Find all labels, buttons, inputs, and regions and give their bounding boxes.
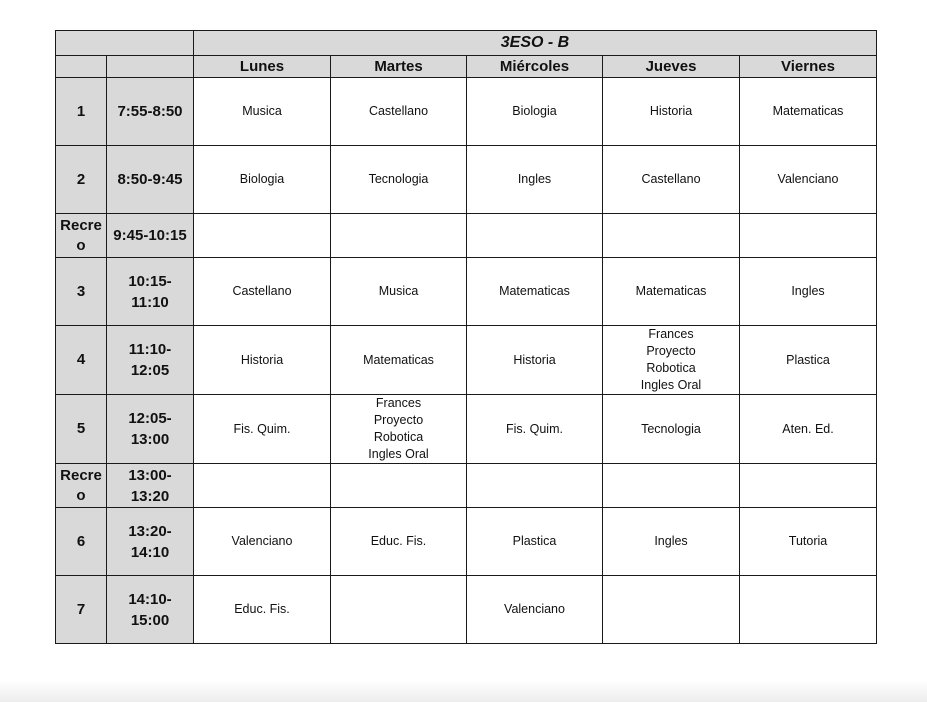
day-header: Jueves <box>603 56 740 78</box>
subject-cell <box>740 326 877 395</box>
subject-name: Fis. Quim. <box>233 421 291 436</box>
subject-name: Plastica <box>512 534 557 548</box>
subject-cell <box>740 78 877 146</box>
subject-cell <box>740 146 877 214</box>
period-label-line: 2 <box>76 170 86 188</box>
period-time-line: 12:05 <box>130 362 170 379</box>
subject-cell <box>331 464 467 508</box>
subject-cell <box>467 508 603 576</box>
period-time <box>107 576 194 644</box>
subject-name: Robotica <box>646 361 696 375</box>
subject-name: Ingles Oral <box>368 447 429 461</box>
days-header-row <box>56 56 877 78</box>
subject-cell <box>331 214 467 258</box>
subject-name: Musica <box>242 104 282 118</box>
corner-cell <box>56 31 194 56</box>
page-bottom-shadow <box>0 680 927 702</box>
subject-name: Valenciano <box>777 172 839 186</box>
subject-cell <box>603 395 740 464</box>
subject-name: Matematicas <box>772 104 844 118</box>
subject-cell <box>740 576 877 644</box>
subject-name: Matematicas <box>363 352 434 367</box>
subject-name: Musica <box>378 284 419 298</box>
subject-cell <box>467 146 603 214</box>
period-label-line: Recre <box>60 466 102 484</box>
subject-name: Robotica <box>373 430 424 444</box>
period-label <box>56 146 107 214</box>
period-row <box>56 146 877 214</box>
subject-cell <box>331 508 467 576</box>
subject-name: Fis. Quim. <box>506 421 563 436</box>
subject-cell <box>603 508 740 576</box>
subject-cell <box>603 146 740 214</box>
period-label <box>56 395 107 464</box>
subject-name: Frances <box>375 396 422 410</box>
period-label-line: 3 <box>76 282 86 300</box>
subject-name: Ingles <box>517 172 552 186</box>
subject-name: Tutoria <box>788 534 828 548</box>
subject-cell <box>467 576 603 644</box>
subject-cell <box>331 395 467 464</box>
subject-cell <box>740 214 877 258</box>
subject-cell <box>194 78 331 146</box>
period-time-line: 13:00- <box>128 466 172 484</box>
subject-cell <box>467 214 603 258</box>
subject-cell <box>603 464 740 508</box>
subject-name: Matematicas <box>499 284 570 298</box>
subject-name: Aten. Ed. <box>782 421 834 436</box>
period-time-line: 7:55-8:50 <box>117 103 183 120</box>
subject-cell <box>740 258 877 326</box>
period-time <box>107 214 194 258</box>
subject-cell <box>467 326 603 395</box>
subject-cell <box>603 576 740 644</box>
subject-cell <box>331 576 467 644</box>
subject-cell <box>603 78 740 146</box>
period-time-line: 8:50-9:45 <box>117 171 183 188</box>
subject-name: Castellano <box>641 172 701 186</box>
subject-cell <box>740 464 877 508</box>
subject-cell <box>194 576 331 644</box>
period-time-line: 14:10- <box>128 590 172 608</box>
period-label <box>56 576 107 644</box>
subject-name: Educ. Fis. <box>370 534 427 548</box>
subject-name: Ingles <box>654 534 688 548</box>
subject-name: Matematicas <box>635 284 707 298</box>
subject-cell <box>467 395 603 464</box>
subject-name: Historia <box>649 104 693 118</box>
subject-cell <box>740 395 877 464</box>
subject-name: Valenciano <box>231 534 293 548</box>
day-header: Martes <box>331 56 467 78</box>
subject-cell <box>194 464 331 508</box>
period-time-line: 11:10 <box>131 293 169 311</box>
period-time-line: 13:00 <box>130 431 170 448</box>
subject-name: Proyecto <box>646 344 696 358</box>
period-time <box>107 78 194 146</box>
subject-name: Frances <box>648 327 694 341</box>
subject-name: Castellano <box>232 284 292 298</box>
subject-name: Castellano <box>368 104 429 118</box>
period-label-line: 1 <box>76 102 86 120</box>
subject-cell <box>194 395 331 464</box>
subject-cell <box>467 464 603 508</box>
title-row <box>56 31 877 56</box>
period-time-line: 13:20 <box>130 487 170 505</box>
subject-name: Historia <box>240 352 284 367</box>
period-time <box>107 508 194 576</box>
period-label-line: 7 <box>76 600 86 618</box>
period-row <box>56 326 877 395</box>
period-time-line: 9:45-10:15 <box>113 227 187 244</box>
subject-cell <box>194 214 331 258</box>
period-label <box>56 464 107 508</box>
period-label-line: Recre <box>60 216 102 234</box>
subject-name: Valenciano <box>504 602 565 616</box>
period-label <box>56 214 107 258</box>
subject-cell <box>331 78 467 146</box>
subject-name: Ingles <box>791 284 825 298</box>
subject-cell <box>331 146 467 214</box>
period-label-line: 4 <box>76 351 86 368</box>
day-header: Lunes <box>194 56 331 78</box>
period-row <box>56 508 877 576</box>
subject-cell <box>194 258 331 326</box>
subject-name: Tecnologia <box>368 172 429 186</box>
period-label-line: 5 <box>76 420 86 437</box>
subject-cell <box>603 258 740 326</box>
period-row <box>56 576 877 644</box>
day-header: Viernes <box>740 56 877 78</box>
period-time <box>107 258 194 326</box>
period-time <box>107 395 194 464</box>
subject-cell <box>194 508 331 576</box>
period-label <box>56 508 107 576</box>
period-label <box>56 326 107 395</box>
period-time-line: 13:20- <box>128 522 172 540</box>
subject-cell <box>194 326 331 395</box>
subject-cell <box>331 258 467 326</box>
timetable-title: 3ESO - B <box>194 31 877 56</box>
period-label <box>56 78 107 146</box>
timetable <box>55 30 877 644</box>
subject-name: Educ. Fis. <box>234 602 290 616</box>
period-time-line: 11:10- <box>128 341 172 358</box>
period-label-line: 6 <box>76 532 86 550</box>
subject-cell <box>467 78 603 146</box>
subject-name: Tecnologia <box>641 421 701 436</box>
subject-cell <box>194 146 331 214</box>
subject-name: Proyecto <box>373 413 424 427</box>
subject-name: Plastica <box>786 352 830 367</box>
period-time-line: 12:05- <box>128 410 172 427</box>
header-blank-period <box>56 56 107 78</box>
period-time <box>107 464 194 508</box>
break-row <box>56 214 877 258</box>
period-row <box>56 78 877 146</box>
period-label <box>56 258 107 326</box>
period-time-line: 14:10 <box>130 543 170 561</box>
subject-name: Historia <box>513 352 556 367</box>
period-row <box>56 258 877 326</box>
period-time <box>107 326 194 395</box>
day-header: Miércoles <box>467 56 603 78</box>
subject-name: Biologia <box>512 104 557 118</box>
subject-cell <box>603 326 740 395</box>
period-row <box>56 395 877 464</box>
header-blank-time <box>107 56 194 78</box>
subject-cell <box>740 508 877 576</box>
period-label-line: o <box>76 486 86 504</box>
subject-name: Ingles Oral <box>640 378 702 392</box>
subject-cell <box>603 214 740 258</box>
break-row <box>56 464 877 508</box>
period-time <box>107 146 194 214</box>
period-time-line: 15:00 <box>130 611 170 629</box>
subject-cell <box>467 258 603 326</box>
subject-cell <box>331 326 467 395</box>
period-label-line: o <box>76 236 86 254</box>
period-time-line: 10:15- <box>128 272 172 290</box>
subject-name: Biologia <box>239 172 285 186</box>
